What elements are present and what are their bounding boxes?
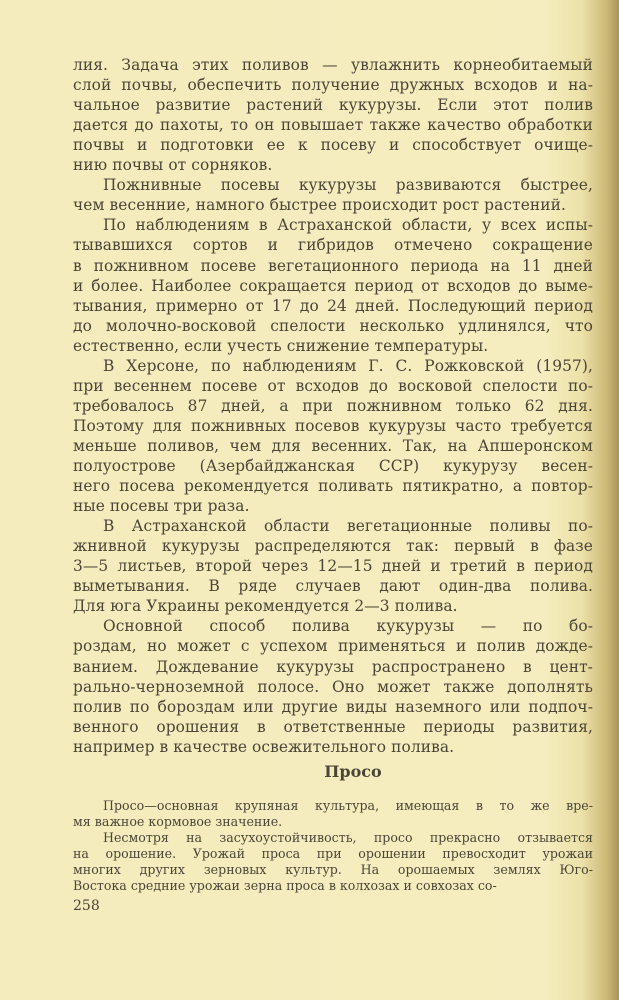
text-line: венного орошения в ответственные периоды развития, [73,717,593,736]
text-line: мя важное кормовое значение. [73,814,283,829]
text-line: до молочно-восковой спелости несколько удлинялся, что [73,316,593,335]
text-line: 3—5 листьев, второй через 12—15 дней и третий в период [73,557,593,576]
text-line: ванием. Дождевание кукурузы распространено в цент- [73,657,593,676]
text-line: естественно, если учесть снижение температуры. [73,336,489,355]
text-line: В Астраханской области вегетационные поливы по- [103,517,593,536]
text-line: меньше поливов, чем для весенних. Так, на Апшеронском [73,436,593,455]
text-line: в пожнивном посеве вегетационного периода на 11 дней [73,256,593,275]
text-line: рально-черноземной полосе. Оно может также дополнять [73,677,593,696]
text-line: нию почвы от сорняков. [73,156,273,175]
text-line: полив по бороздам или другие виды наземного или подпоч- [73,697,593,716]
text-line: тывания, примерно от 17 до 24 дней. Последующий период [73,296,593,315]
text-line: выметывания. В ряде случаев дают один-два полива. [73,577,593,596]
text-line: роздам, но может с успехом применяться и полив дожде- [73,637,593,656]
text-line: Основной способ полива кукурузы — по бо- [103,617,593,636]
text-line: ные посевы три раза. [73,497,250,516]
text-line: чем весенние, намного быстрее происходит рост растений. [73,196,566,215]
text-line: требовалось 87 дней, а при пожнивном только 62 дня. [73,396,593,415]
text-line: дается до пахоты, то он повышает также качество обработки [73,116,593,135]
text-line: Востока средние урожаи зерна проса в колхозах и совхозах со- [73,878,497,893]
text-line: жнивной кукурузы распределяются так: первый в фазе [73,537,593,556]
text-line: Пожнивные посевы кукурузы развиваются быстрее, [103,176,593,195]
text-line: полуострове (Азербайджанская ССР) кукурузу весен- [73,457,593,475]
text-line: например в качестве освежительного полива. [73,737,455,756]
section-heading: Просо [324,762,382,781]
text-line: Поэтому для пожнивных посевов кукурузы часто требуется [73,416,593,435]
text-line: По наблюдениям в Астраханской области, у всех испы- [103,216,593,235]
text-line: многих других зерновых культур. На орошаемых землях Юго- [73,862,593,877]
text-line: тывавшихся сортов и гибридов отмечено сокращение [73,236,593,255]
page-number: 258 [73,898,100,914]
text-line: чальное развитие растений кукурузы. Если этот полив [73,96,593,115]
text-line: Для юга Украины рекомендуется 2—3 полива. [73,597,458,616]
text-line: на орошение. Урожай проса при орошении превосходит урожаи [73,846,593,861]
text-line: В Херсоне, по наблюдениям Г. С. Рожковской (1957), [103,356,593,375]
text-line: него посева рекомендуется поливать пятикратно, а повтор- [73,477,593,496]
text-line: слой почвы, обеспечить получение дружных всходов и на- [73,76,593,95]
text-line: лия. Задача этих поливов — увлажнить корнеобитаемый [73,56,593,74]
text-line: Несмотря на засухоустойчивость, просо прекрасно отзывается [103,830,593,845]
text-line: почвы и подготовки ее к посеву и способствует очище- [73,136,593,155]
text-line: при весеннем посеве от всходов до восковой спелости по- [73,376,593,395]
text-line: и более. Наиболее сокращается период от всходов до выме- [73,276,593,295]
text-line: Просо—основная крупяная культура, имеющая в то же вре- [103,798,593,813]
